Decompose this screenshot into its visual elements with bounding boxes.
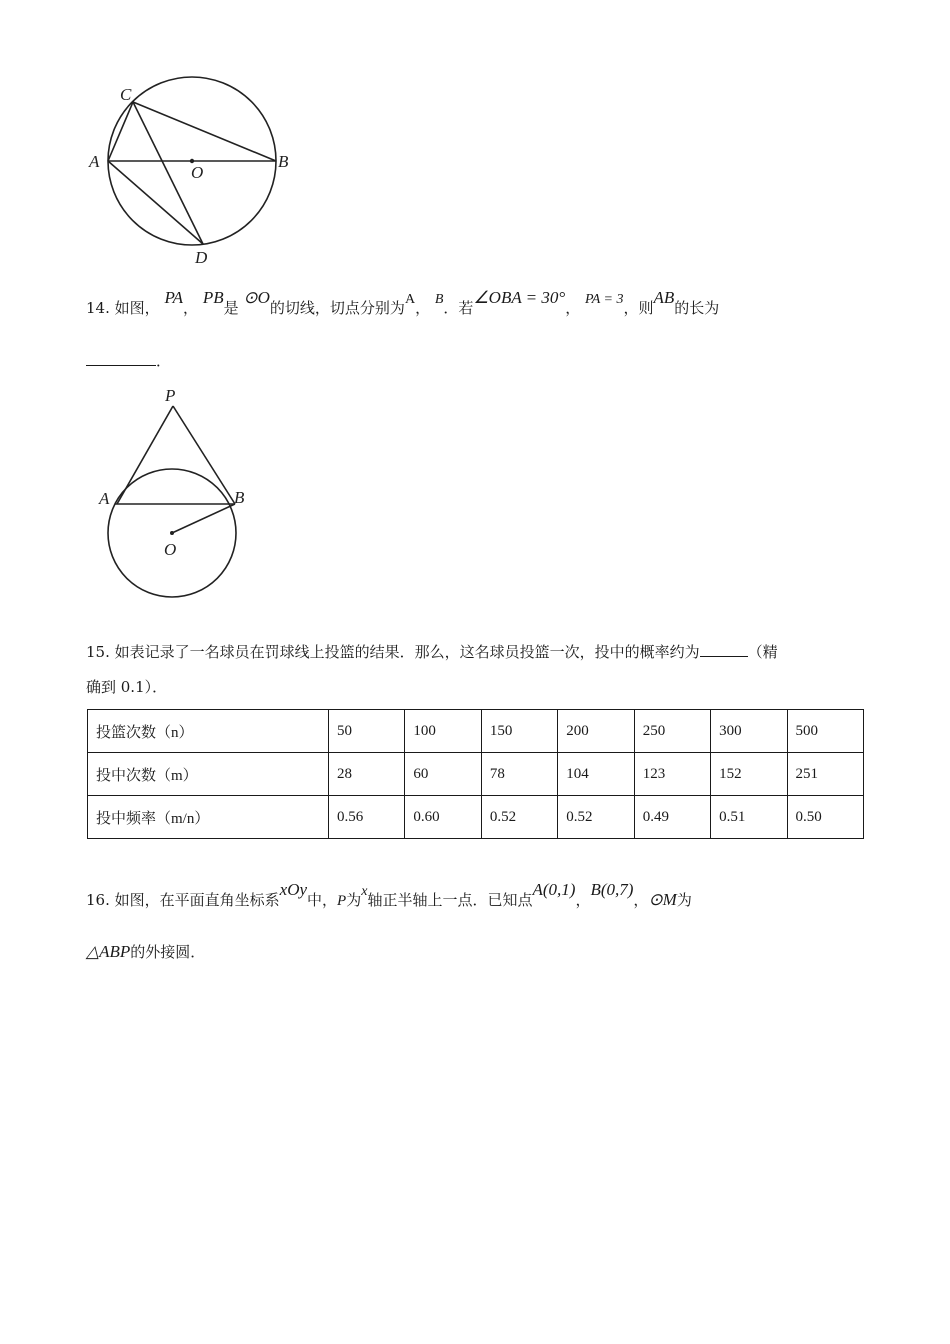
q14-pb: PB bbox=[202, 288, 224, 307]
table-cell: 0.51 bbox=[711, 796, 787, 839]
q16-xoy: xOy bbox=[279, 880, 308, 899]
label-b: B bbox=[278, 152, 289, 171]
q14-point-a: A bbox=[404, 292, 416, 307]
label-o: O bbox=[164, 540, 177, 559]
table-cell: 251 bbox=[787, 753, 863, 796]
q14-comma3: ， bbox=[565, 299, 581, 317]
q14-pa-eq: PA = 3 bbox=[584, 292, 624, 307]
q15-number: 15. bbox=[86, 643, 110, 661]
q16-circle-m: ⊙M bbox=[648, 890, 677, 909]
chord-ac bbox=[108, 102, 133, 161]
q14-shi: 是 bbox=[223, 299, 239, 317]
q14-ab: AB bbox=[653, 288, 675, 307]
table-cell: 0.56 bbox=[329, 796, 405, 839]
table-cell: 200 bbox=[558, 710, 634, 753]
q14-line bbox=[86, 288, 720, 320]
q14-comma2: ， bbox=[415, 299, 431, 317]
q14-answer-blank[interactable] bbox=[86, 351, 156, 366]
label-c: C bbox=[120, 85, 132, 104]
q16-wei: 为 bbox=[346, 891, 362, 909]
q16-text-3: 的外接圆． bbox=[130, 943, 206, 961]
q14-comma1: ， bbox=[183, 299, 199, 317]
q15-line-2 bbox=[86, 677, 167, 697]
label-p: P bbox=[165, 386, 176, 405]
q14-circle-o: ⊙O bbox=[243, 288, 270, 307]
table-cell: 28 bbox=[329, 753, 405, 796]
table-cell: 300 bbox=[711, 710, 787, 753]
table-cell: 50 bbox=[329, 710, 405, 753]
q16-comma2: ， bbox=[633, 891, 649, 909]
q15-line-1 bbox=[86, 642, 778, 662]
label-a: A bbox=[99, 489, 110, 508]
label-o: O bbox=[191, 163, 204, 182]
chord-cb bbox=[133, 102, 276, 161]
table-row-header: 投中次数（m） bbox=[88, 753, 329, 796]
radius-ob bbox=[172, 504, 235, 533]
q16-triangle: △ABP bbox=[86, 942, 131, 961]
q14-pa: PA bbox=[164, 288, 184, 307]
q14-tangent-text: 的切线，切点分别为 bbox=[269, 299, 405, 317]
figure-tangent-pab bbox=[95, 383, 255, 605]
table-cell: 0.60 bbox=[405, 796, 481, 839]
table-cell: 104 bbox=[558, 753, 634, 796]
q16-zhong: 中， bbox=[307, 891, 338, 909]
q16-text-2: 轴正半轴上一点．已知点 bbox=[367, 891, 533, 909]
q15-text-1: 如表记录了一名球员在罚球线上投篮的结果．那么，这名球员投篮一次，投中的概率约为 bbox=[114, 643, 700, 661]
q15-answer-blank[interactable] bbox=[700, 642, 748, 657]
q16-comma1: ， bbox=[575, 891, 591, 909]
q14-answer-line bbox=[86, 351, 171, 371]
q16-p: P bbox=[337, 893, 347, 909]
label-a: A bbox=[89, 152, 100, 171]
chord-ad bbox=[108, 161, 203, 244]
table-row bbox=[88, 710, 864, 753]
q16-point-b: B(0,7) bbox=[590, 880, 634, 899]
table-cell: 500 bbox=[787, 710, 863, 753]
tangent-pb bbox=[173, 406, 235, 504]
table-row-header: 投中频率（m/n） bbox=[88, 796, 329, 839]
q16-point-a: A(0,1) bbox=[532, 880, 576, 899]
q14-ruo: ．若 bbox=[443, 299, 474, 317]
table-cell: 0.50 bbox=[787, 796, 863, 839]
q16-x: x bbox=[361, 884, 368, 899]
q15-data-table bbox=[87, 709, 864, 839]
tangent-pa bbox=[117, 406, 173, 504]
q16-text-1: 如图，在平面直角坐标系 bbox=[114, 891, 280, 909]
q14-point-b: B bbox=[434, 292, 444, 307]
table-cell: 78 bbox=[481, 753, 557, 796]
table-row bbox=[88, 753, 864, 796]
q16-line-2 bbox=[86, 942, 205, 962]
q16-number: 16. bbox=[86, 891, 110, 909]
q14-tail: 的长为 bbox=[674, 299, 720, 317]
table-cell: 60 bbox=[405, 753, 481, 796]
figure-circle-abcd bbox=[84, 70, 314, 270]
q14-end: ． bbox=[156, 352, 172, 370]
q16-line-1 bbox=[86, 880, 692, 912]
q16-wei2: 为 bbox=[676, 891, 692, 909]
table-cell: 152 bbox=[711, 753, 787, 796]
q15-text-1-tail: （精 bbox=[747, 643, 778, 661]
q15-text-2: 确到 0.1）． bbox=[86, 678, 168, 696]
table-cell: 123 bbox=[634, 753, 710, 796]
table-cell: 0.49 bbox=[634, 796, 710, 839]
q14-ze: ，则 bbox=[623, 299, 654, 317]
table-cell: 0.52 bbox=[558, 796, 634, 839]
table-cell: 250 bbox=[634, 710, 710, 753]
q14-lead: 如图， bbox=[114, 299, 160, 317]
table-row bbox=[88, 796, 864, 839]
table-cell: 0.52 bbox=[481, 796, 557, 839]
center-dot-o bbox=[170, 531, 174, 535]
table-row-header: 投篮次数（n） bbox=[88, 710, 329, 753]
table-cell: 100 bbox=[405, 710, 481, 753]
label-b: B bbox=[234, 488, 245, 507]
table-cell: 150 bbox=[481, 710, 557, 753]
q14-number: 14. bbox=[86, 299, 110, 317]
label-d: D bbox=[195, 248, 208, 267]
q14-angle: ∠OBA = 30° bbox=[473, 288, 566, 307]
